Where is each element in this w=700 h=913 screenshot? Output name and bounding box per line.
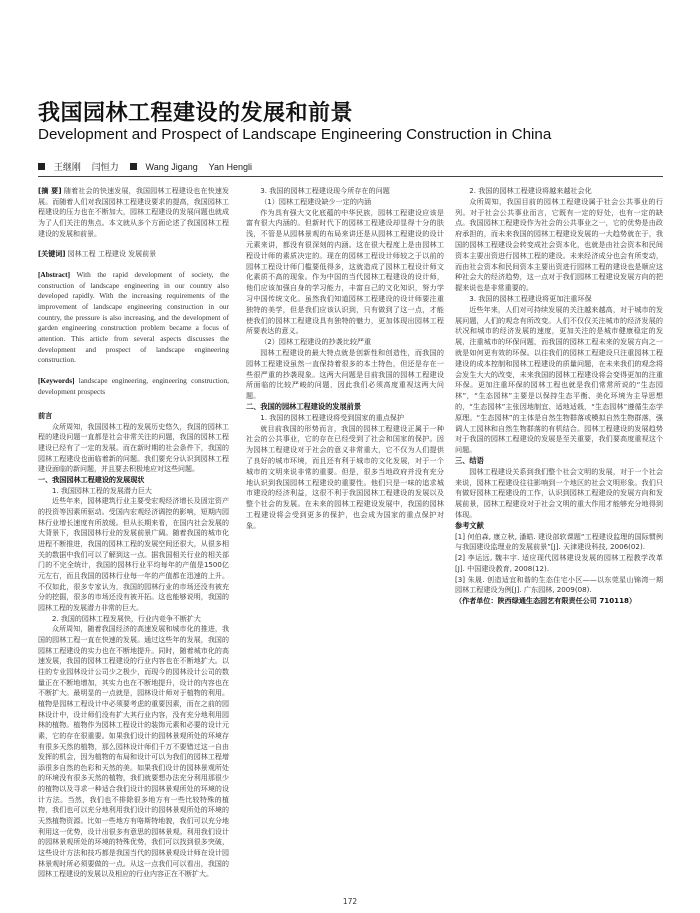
section-1-2-heading: 2. 我国的园林工程发展快，行业内竞争不断扩大	[52, 614, 201, 623]
section-2-2-heading: 2. 我国的园林工程建设将越来越社会化	[469, 186, 592, 195]
section-1-3-heading: 3. 我国的园林工程建设现今所存在的问题	[260, 186, 390, 195]
section-1-3-1-text: 作为具有强大文化底蕴的中华民族，园林工程建设应该是富有很大内涵的。但新时代下的园林工程建设却显得十分的肤浅，不管是从园林景观的布局来讲还是从园林工程建设的设计元素来讲，都没有很深刻的内涵。这在很大程度上是由园林工程设计师的素质决定的。现在的园林工程设计师较之于以前的园林工程设计师门槛要低得多，这就造成了园林工程设计师文化素质不高的现象。作为中国的当代园林工程建设的设计师，他们应该加强自身的学习能力，丰富自己的文化知识，努力学习中国传统文化。虽然我们知道园林工程建设的设计师要注重独特的美学，但是我们应该认识到，只有做到了这一点，才能使我们的园林工程建设具有独特的魅力，更加体现出园林工程所要表达的意义。	[246, 207, 444, 336]
square-bullet-icon	[38, 163, 45, 170]
section-1-heading: 一、我国园林工程建设的发展现状	[38, 475, 145, 485]
author-en-1: Wang Jigang	[145, 162, 198, 172]
section-2-1-text: 就目前我国的形势而言，我国的园林工程建设正属于一种社会的公共事业，它的存在已经受到了社会和国家的保护。因为园林工程建设对于社会的意义非常重大，它不仅为人们提供了良好的城市环境，而且还有利于城市的文化发展，对于一个城市的文明来说非常的重要。但是，很多当地政府并没有充分地认识到我国园林工程建设的重要性。他们只是一味的追求城市建设的经济利益，这很不利于我国园林工程建设的发展以及整个社会的发展。在未来的园林工程建设发展中，我国的园林工程建设将会受到更多的保护，也会成为国家的重点保护对象。	[246, 423, 444, 530]
keywords-cn-label: [关键词]	[38, 250, 66, 259]
section-1-2-text: 众所周知，随着我国经济的高速发展和城市化的推进，我国的园林工程一直在快速的发展。通过这些年的发展，我国的园林工程建设的实力也在不断地提升。同时，随着城市化的高速发展，我国的园林工程建设的行业内容也在不断地扩大。以往的专业园林设计公司少之极少，而现今的园林设计公司的数量正在不断地增加，其实力也在不断地提升，设计的内容也在不断扩大。最明显的一点就是，园林设计师对于植物的利用。植物是园林工程设计中必须要考虑的重要因素，而在之前的园林设计中，设计师们没有扩大其行业内容，没有充分地利用园林的植物。植物作为园林工程设计的装饰元素和必要的设计元素，它的存在很重要。如果我们设计的园林景观所处的环境存有很多天然的植物，那么园林设计师们千万不要错过这一自由发挥的机会，因为植物的布局和设计可以为我们的园林工程增添很多自然的色彩和天然的美。如果我们设计的园林景观所处的环境没有很多天然的植物，我们就要想办法充分利用那很少的植物以及寻求一种适合我们设计的园林景观所处的环境的设计方法。当然，我们也不排除很多地方有一些比较特殊的植物，我们也可以充分地利用我们设计的园林景观所处的环境的天然植物资源。比如一些地方有咯斯特地貌，我们可以充分地利用这一优势，设计出很多有意思的园林景观。利用我们设计的园林景观所处的环境的特殊优势，我们可以找到很多突破，这些设计方法和技巧都是我国当代的园林景观设计师在设计园林景观时所必须要做的一点。从这一点我们可以看出，我国的园林工程建设的发展以及相应的行业内容正在不断扩大。	[38, 625, 229, 879]
affiliation-text: （作者单位：陕西绿通生态园艺有限责任公司 710118）	[455, 596, 637, 606]
section-1-3-2-heading: （2）园林工程建设的抄袭比较严重	[260, 337, 372, 347]
abstract-cn	[38, 186, 229, 239]
title-divider	[38, 176, 663, 177]
column-2	[246, 186, 444, 532]
reference-item: [3] 朱晟. 创造适宜和谐的生态住宅小区——以东莞星山锦湾一期园林工程建设为例[J]. 广东园林, 2009(08).	[455, 574, 663, 595]
section-2-1-heading: 1. 我国的园林工程建设将受到国家的重点保护	[260, 412, 404, 422]
author-cn-1: 王继刚	[53, 163, 81, 173]
section-2-heading: 二、我国的园林工程建设的发展前景	[246, 401, 362, 411]
section-1-3-2-text: 园林工程建设的最大特点就是创新性和创造性，而我国的园林工程建设虽然一直保持着很多的本土特色，但还是存在一些很严重的抄袭现象。这两大问题是目前我国的园林工程建设所面临的比较严峻的问题，因此我们必须高度重视这两大问题。	[246, 347, 444, 401]
abstract-en	[38, 270, 229, 366]
keywords-cn	[38, 249, 229, 260]
abstract-en-text: With the rapid development of society, the construction of landscape engineering in our country also developed rapidly. With the increasing requirements of the improvement of landscape engineering construction in our country, the pressure is also increasing, and the development of garden engineering construction problem became a focus of attention. This article from several aspects discusses the development and prospect of landscape engineering construction.	[38, 269, 229, 365]
abstract-cn-label: [摘 要]	[38, 187, 62, 195]
abstract-cn-text: 随着社会的快速发展，我国园林工程建设也在快速发展。而随着人们对我国园林工程建设要求的提高，我国园林工程建设的压力也在不断加大，园林工程建设的发展问题也就成为了人们关注的焦点。本文就从多个方面论述了我国园林工程建设的发展和前景。	[38, 187, 230, 238]
author-cn-2: 闫恒力	[91, 163, 119, 173]
reference-item: [2] 李运远, 魏丰宇. 适应现代园林建设发展的园林工程教学改革[J]. 中国建设教育, 2008(12).	[455, 553, 663, 573]
references-heading: 参考文献	[455, 520, 484, 530]
paper-title-en: Development and Prospect of Landscape Engineering Construction in China	[38, 126, 552, 143]
keywords-en-label: [Keywords]	[38, 375, 75, 385]
section-1-1-heading: 1. 我国园林工程的发展潜力巨大	[52, 486, 152, 495]
column-3	[455, 186, 663, 607]
abstract-en-label: [Abstract]	[38, 269, 71, 279]
section-2-2-text: 众所周知，我国目前的园林工程建设属于社会公共事业的行列。对于社会公共事业而言，它既有一定的好处，也有一定的缺点。我国园林工程建设作为社会的公共事业之一，它的优势是由政府承担的，而未来我国的园林工程建设发展的一大趋势就在于，我国的园林工程建设会转变成社会资本化，也就是由社会资本和民间资本主要出资进行园林工程的建设。未来经济成分也会有所变动，而由社会资本和民间资本主要出资进行园林工程的建设也是顺应这种社会大的经济趋势，这一点对于我们园林工程建设发展方向的把握来说也是非常重要的。	[455, 196, 663, 293]
keywords-cn-text: 园林工程 工程建设 发展前景	[67, 250, 157, 259]
section-2-3-heading: 3. 我国的园林工程建设将更加注重环保	[469, 293, 592, 303]
section-3-text: 园林工程建设关系到我们整个社会文明的发展，对于一个社会来说，园林工程建设往往影响到一个地区的社会文明形象。我们只有做好园林工程建设的工作，认识到园林工程建设的发展方向和发展前景，园林工程建设对于社会文明的重大作用才能够充分地得到体现。	[455, 466, 663, 519]
keywords-en	[38, 376, 229, 397]
paper-title-cn: 我国园林工程建设的发展和前景	[38, 101, 354, 126]
section-2-3-text: 近些年来，人们对可持续发展的关注越来越高，对于城市的发展问题，人们的观念有所改变。人们不仅仅关注城市的经济发展的状况和城市的经济发展的速度，更加关注的是城市健康稳定的发展，注重城市的环保问题，而我国的园林工程未来的发展方向之一就是如何更有效的环保。以往我们的园林工程建设只注重园林工程建设的成本控制和园林工程建设的质量问题，在未来我们的观念将会发生大大的改变，未来我国的园林工程建设将会变得更加的注重环保。更加注重环保的园林工程也就是我们常常所说的“生态园林”，“生态园林”主要是以保持生态平衡、美化环境为主导思想的，“生态园林”主张因地制宜、适地适栽，“生态园林”遵循生态学原理。“生态园林”的主体是自然生物群落或模拟自然生物群落，强调人工园林和自然生物群落的有机结合。园林工程建设的发展趋势对于我国的园林工程建设的发展是至关重要，我们要高度重视这个问题。	[455, 304, 663, 455]
author-affiliation	[455, 596, 663, 607]
keywords-en-text: landscape engineering, engineering construction, development prospects	[38, 375, 229, 396]
square-bullet-icon	[130, 163, 137, 170]
preface-heading: 前言	[38, 411, 53, 421]
page-number: 172	[342, 897, 358, 906]
section-3-heading: 三、结语	[455, 455, 484, 465]
section-1-3-1-heading: （1）园林工程建设缺少一定的内涵	[260, 196, 372, 206]
reference-list	[455, 532, 663, 597]
author-line	[38, 160, 260, 173]
section-1-1-text: 近些年来，园林建筑行业主要受宏观经济增长及固定资产的投资等因素所驱动。受国内宏观经济调控的影响，短期内园林行业增长速度有所放缓。但从长期来看，在国内社会发展的大背景下，我国园林行业的发展前景广阔。随着我国的城市化进程不断推进，我国的园林工程的发展空间还很大，从很多相关的数据中我们可以了解到这一点。据我国相关行业的相关部门的不完全统计，我国的园林行业平均每年的产值是1500亿元左右，而且我国的园林行业每一年的产值都在迅速的上升。不仅如此，很多专家认为，我国的园林行业的市场还没有被充分的挖掘，很多的市场还没有被开拓。这也能够说明，我国的园林工程的发展潜力非常的巨大。	[38, 497, 229, 612]
author-en-2: Yan Hengli	[208, 162, 252, 172]
reference-item: [1] 何伯森, 康立秋, 潘皓. 建设部软课题“工程建设监理的国际惯例与我国建设监理业的发展前景”[J]. 天津建设科技, 2006(02).	[455, 531, 663, 552]
column-1	[38, 186, 229, 880]
preface-text: 众所周知，我国园林工程的发展历史悠久，我国的园林工程的建设问题一直都是社会非常关注的问题，我国的园林工程建设已经有了一定的发展。而在新时期的社会条件下，我国的园林工程建设也面临着新的问题。我们要充分认识到园林工程建设面临的新问题，并且要去积极地应对这些问题。	[38, 422, 229, 474]
